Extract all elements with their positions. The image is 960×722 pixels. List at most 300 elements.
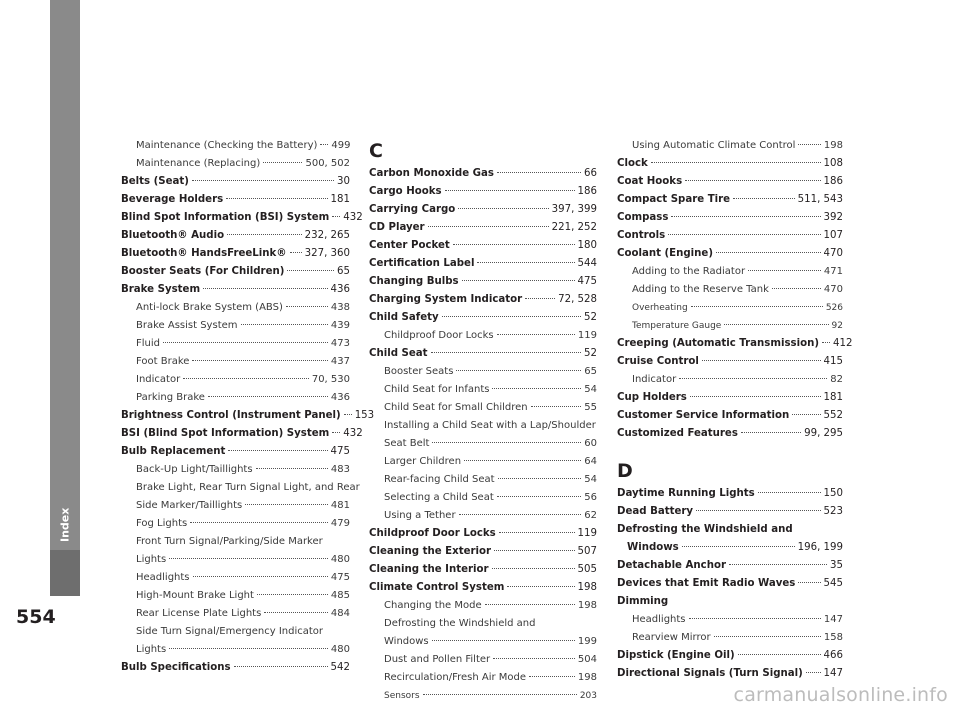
index-entry-heading: Defrosting the Windshield and: [384, 618, 536, 629]
page-reference-link[interactable]: 196, 199: [797, 542, 843, 553]
dot-leader: [689, 618, 821, 619]
dot-leader: [679, 378, 827, 379]
entry-term: Maintenance (Checking the Battery): [136, 140, 318, 151]
dot-leader: [671, 216, 820, 217]
dot-leader: [729, 564, 827, 565]
index-entry[interactable]: [617, 227, 843, 245]
entry-term: Dust and Pollen Filter: [384, 654, 491, 665]
index-subentry[interactable]: [617, 281, 843, 299]
index-entry[interactable]: [369, 543, 597, 561]
entry-term: Carrying Cargo: [369, 204, 456, 215]
page-reference-link[interactable]: 203: [579, 691, 597, 701]
page-reference-link[interactable]: 392: [823, 212, 843, 223]
page-reference-link[interactable]: 436: [330, 392, 350, 403]
entry-term: Child Seat for Infants: [384, 384, 490, 395]
page-reference-link[interactable]: 438: [330, 302, 350, 313]
entry-term: Cruise Control: [617, 356, 699, 367]
page-reference-link[interactable]: 153: [354, 410, 375, 421]
page-reference-link[interactable]: 471: [823, 266, 843, 277]
entry-term: Directional Signals (Turn Signal): [617, 668, 803, 679]
dot-leader: [183, 378, 309, 379]
index-subentry[interactable]: [121, 497, 350, 515]
index-entry[interactable]: [617, 353, 843, 371]
dot-leader: [822, 342, 830, 343]
dot-leader: [208, 396, 328, 397]
entry-term: Overheating: [632, 303, 688, 313]
page-reference-link[interactable]: 158: [823, 632, 843, 643]
index-subentry[interactable]: [121, 389, 350, 407]
index-entry[interactable]: [617, 245, 843, 263]
dot-leader: [702, 360, 821, 361]
dot-leader: [651, 162, 821, 163]
dot-leader: [227, 234, 302, 235]
index-subentry[interactable]: [121, 155, 350, 173]
index-entry[interactable]: [369, 561, 597, 579]
entry-term: Clock: [617, 158, 648, 169]
entry-term: Blind Spot Information (BSI) System: [121, 212, 330, 223]
dot-leader: [492, 388, 581, 389]
index-entry[interactable]: [617, 155, 843, 173]
entry-term: Child Safety: [369, 312, 439, 323]
index-entry[interactable]: [121, 659, 350, 677]
index-entry-heading: Installing a Child Seat with a Lap/Shoulder: [384, 420, 596, 431]
entry-term: Indicator: [632, 374, 677, 385]
entry-term: Cup Holders: [617, 392, 687, 403]
page-reference-link[interactable]: 505: [577, 564, 597, 575]
page-reference-link[interactable]: 181: [330, 194, 350, 205]
dot-leader: [690, 396, 821, 397]
dot-leader: [685, 180, 820, 181]
page-reference-link[interactable]: 147: [823, 668, 843, 679]
page-reference-link[interactable]: 62: [584, 510, 597, 521]
page-reference-link[interactable]: 484: [330, 608, 350, 619]
entry-term: Bulb Specifications: [121, 662, 231, 673]
index-subentry[interactable]: [617, 263, 843, 281]
page-reference-link[interactable]: 485: [330, 590, 350, 601]
index-entry[interactable]: [121, 443, 350, 461]
index-subentry[interactable]: [617, 137, 843, 155]
page-reference-link[interactable]: 82: [830, 374, 843, 385]
page-reference-link[interactable]: 436: [330, 284, 350, 295]
dot-leader: [257, 594, 328, 595]
index-entry[interactable]: [369, 579, 597, 597]
index-entry[interactable]: [121, 227, 350, 245]
index-subentry[interactable]: [121, 335, 350, 353]
entry-term: Larger Children: [384, 456, 462, 467]
dot-leader: [163, 342, 328, 343]
entry-term: Headlights: [632, 614, 686, 625]
dot-leader: [332, 216, 340, 217]
page-reference-link[interactable]: 180: [577, 240, 597, 251]
index-letter-heading: C: [369, 140, 383, 162]
page-reference-link[interactable]: 181: [823, 392, 843, 403]
dot-leader: [724, 324, 828, 325]
dot-leader: [445, 190, 575, 191]
index-subentry[interactable]: [121, 515, 350, 533]
page-reference-link[interactable]: 466: [823, 650, 843, 661]
index-entry[interactable]: [369, 201, 597, 219]
entry-term: Creeping (Automatic Transmission): [617, 338, 819, 349]
page-reference-link[interactable]: 475: [330, 572, 350, 583]
entry-term: Booster Seats (For Children): [121, 266, 285, 277]
dot-leader: [531, 406, 582, 407]
page-reference-link[interactable]: 507: [577, 546, 597, 557]
index-entry[interactable]: [617, 173, 843, 191]
dot-leader: [758, 492, 821, 493]
index-subentry[interactable]: [369, 435, 597, 453]
page-reference-link[interactable]: 65: [337, 266, 350, 277]
entry-term: Brake System: [121, 284, 201, 295]
page-reference-link[interactable]: 483: [330, 464, 350, 475]
index-entry[interactable]: [369, 219, 597, 237]
entry-term: Headlights: [136, 572, 190, 583]
index-subentry[interactable]: [121, 605, 350, 623]
index-entry[interactable]: [369, 255, 597, 273]
index-subentry[interactable]: [369, 651, 597, 669]
index-subentry[interactable]: [369, 471, 597, 489]
dot-leader: [462, 280, 575, 281]
index-entry[interactable]: [369, 273, 597, 291]
index-subentry[interactable]: [121, 299, 350, 317]
page-reference-link[interactable]: 432: [343, 428, 363, 439]
page-reference-link[interactable]: 499: [331, 140, 351, 151]
dot-leader: [228, 450, 327, 451]
index-subentry[interactable]: [121, 317, 350, 335]
index-subentry[interactable]: [617, 299, 843, 317]
index-entry[interactable]: [369, 309, 597, 327]
index-subentry[interactable]: [121, 569, 350, 587]
dot-leader: [738, 654, 821, 655]
index-column-2: [369, 137, 597, 705]
dot-leader: [668, 234, 820, 235]
dot-leader: [256, 468, 328, 469]
page-reference-link[interactable]: 475: [577, 276, 597, 287]
page-reference-link[interactable]: 70, 530: [311, 374, 350, 385]
index-subentry[interactable]: [369, 597, 597, 615]
dot-leader: [290, 252, 302, 253]
entry-term: Bulb Replacement: [121, 446, 226, 457]
dot-leader: [507, 586, 574, 587]
dot-leader: [733, 198, 795, 199]
entry-term: High-Mount Brake Light: [136, 590, 254, 601]
page-reference-link[interactable]: 66: [584, 168, 597, 179]
page-reference-link[interactable]: 108: [823, 158, 843, 169]
index-subentry[interactable]: [121, 587, 350, 605]
page-reference-link[interactable]: 542: [330, 662, 350, 673]
page-reference-link[interactable]: 107: [823, 230, 843, 241]
entry-term: Controls: [617, 230, 666, 241]
index-subentry[interactable]: [369, 327, 597, 345]
entry-term: Changing Bulbs: [369, 276, 459, 287]
entry-term: Dead Battery: [617, 506, 694, 517]
entry-term: BSI (Blind Spot Information) System: [121, 428, 330, 439]
index-subentry[interactable]: [369, 381, 597, 399]
entry-term: Brake Assist System: [136, 320, 238, 331]
entry-term: Changing the Mode: [384, 600, 482, 611]
page-reference-link[interactable]: 480: [330, 644, 350, 655]
index-letter-heading: D: [617, 460, 633, 482]
index-tab-label: Index: [58, 507, 72, 543]
dot-leader: [498, 478, 582, 479]
dot-leader: [190, 522, 328, 523]
index-subentry[interactable]: [121, 551, 350, 569]
dot-leader: [792, 414, 820, 415]
index-entry[interactable]: [617, 389, 843, 407]
dot-leader: [798, 144, 820, 145]
page-reference-link[interactable]: 119: [577, 528, 597, 539]
page-reference-link[interactable]: 198: [823, 140, 843, 151]
page-reference-link[interactable]: 186: [823, 176, 843, 187]
index-entry[interactable]: [369, 291, 597, 309]
entry-term: Charging System Indicator: [369, 294, 523, 305]
page-reference-link[interactable]: 526: [825, 303, 843, 313]
index-entry[interactable]: [617, 665, 843, 683]
dot-leader: [432, 640, 575, 641]
dot-leader: [442, 316, 581, 317]
entry-term: Foot Brake: [136, 356, 190, 367]
page-reference-link[interactable]: 479: [330, 518, 350, 529]
index-entry[interactable]: [121, 209, 363, 227]
page-reference-link[interactable]: 54: [584, 384, 597, 395]
page-reference-link[interactable]: 470: [823, 248, 843, 259]
dot-leader: [320, 144, 328, 145]
page-reference-link[interactable]: 523: [823, 506, 843, 517]
index-column-1: [121, 137, 375, 677]
entry-term: Anti-lock Brake System (ABS): [136, 302, 283, 313]
page-reference-link[interactable]: 221, 252: [551, 222, 597, 233]
entry-term: Cleaning the Interior: [369, 564, 489, 575]
page-reference-link[interactable]: 552: [823, 410, 843, 421]
index-subentry[interactable]: [121, 371, 350, 389]
entry-term: Adding to the Reserve Tank: [632, 284, 769, 295]
entry-term: Compact Spare Tire: [617, 194, 731, 205]
entry-term: Sensors: [384, 691, 420, 701]
index-entry[interactable]: [369, 183, 597, 201]
index-entry-heading: Brake Light, Rear Turn Signal Light, and Rear: [136, 482, 360, 493]
page-reference-link[interactable]: 199: [577, 636, 597, 647]
dot-leader: [497, 496, 582, 497]
page-reference-link[interactable]: 64: [584, 456, 597, 467]
dot-leader: [241, 324, 328, 325]
index-entry[interactable]: [369, 345, 597, 363]
index-entry[interactable]: [617, 407, 843, 425]
page-reference-link[interactable]: 198: [577, 600, 597, 611]
page-reference-link[interactable]: 198: [577, 672, 597, 683]
index-entry[interactable]: [121, 245, 350, 263]
index-subentry[interactable]: [617, 317, 843, 335]
dot-leader: [203, 288, 327, 289]
page-reference-link[interactable]: 504: [577, 654, 597, 665]
page-reference-link[interactable]: 432: [343, 212, 363, 223]
entry-term: Fog Lights: [136, 518, 188, 529]
dot-leader: [459, 514, 582, 515]
page-reference-link[interactable]: 150: [823, 488, 843, 499]
entry-term: Child Seat: [369, 348, 428, 359]
page-reference-link[interactable]: 327, 360: [304, 248, 350, 259]
page-reference-link[interactable]: 415: [823, 356, 843, 367]
dot-leader: [432, 442, 581, 443]
index-subentry[interactable]: [369, 669, 597, 687]
page-reference-link[interactable]: 198: [577, 582, 597, 593]
entry-term: Windows: [627, 542, 679, 553]
dot-leader: [525, 298, 555, 299]
dot-leader: [493, 658, 575, 659]
index-subentry[interactable]: [121, 461, 350, 479]
entry-term: Using a Tether: [384, 510, 456, 521]
index-entry[interactable]: [617, 647, 843, 665]
entry-term: Bluetooth® Audio: [121, 230, 225, 241]
page-reference-link[interactable]: 473: [330, 338, 350, 349]
page-reference-link[interactable]: 470: [823, 284, 843, 295]
entry-term: Climate Control System: [369, 582, 505, 593]
dot-leader: [714, 636, 821, 637]
index-subentry[interactable]: [369, 507, 597, 525]
index-entry[interactable]: [369, 165, 597, 183]
page-reference-link[interactable]: 511, 543: [797, 194, 843, 205]
index-subentry[interactable]: [369, 687, 597, 705]
page-reference-link[interactable]: 439: [330, 320, 350, 331]
entry-term: Bluetooth® HandsFreeLink®: [121, 248, 287, 259]
index-entry[interactable]: [617, 575, 843, 593]
dot-leader: [264, 612, 328, 613]
index-entry[interactable]: [617, 209, 843, 227]
dot-leader: [492, 568, 575, 569]
entry-term: Customized Features: [617, 428, 738, 439]
entry-term: Cargo Hooks: [369, 186, 442, 197]
index-entry[interactable]: [617, 425, 843, 443]
page-reference-link[interactable]: 480: [330, 554, 350, 565]
entry-term: Fluid: [136, 338, 160, 349]
dot-leader: [798, 582, 820, 583]
dot-leader: [234, 666, 328, 667]
page-reference-link[interactable]: 232, 265: [304, 230, 350, 241]
dot-leader: [748, 270, 821, 271]
page-reference-link[interactable]: 92: [831, 321, 843, 331]
page-reference-link[interactable]: 545: [823, 578, 843, 589]
page-reference-link[interactable]: 412: [832, 338, 853, 349]
dot-leader: [691, 306, 823, 307]
entry-term: Beverage Holders: [121, 194, 224, 205]
entry-term: Maintenance (Replacing): [136, 158, 261, 169]
page-reference-link[interactable]: 481: [330, 500, 350, 511]
page-reference-link[interactable]: 475: [330, 446, 350, 457]
index-entry[interactable]: [369, 525, 597, 543]
index-entry[interactable]: [121, 407, 375, 425]
page-reference-link[interactable]: 500, 502: [305, 158, 350, 169]
page-reference-link[interactable]: 186: [577, 186, 597, 197]
page-reference-link[interactable]: 52: [584, 312, 597, 323]
page-reference-link[interactable]: 56: [584, 492, 597, 503]
page-reference-link[interactable]: 52: [584, 348, 597, 359]
entry-term: Rearview Mirror: [632, 632, 711, 643]
index-subentry[interactable]: [617, 611, 843, 629]
page-reference-link[interactable]: 60: [584, 438, 597, 449]
page-reference-link[interactable]: 30: [337, 176, 350, 187]
dot-leader: [169, 558, 328, 559]
dot-leader: [456, 370, 581, 371]
entry-term: Rear License Plate Lights: [136, 608, 262, 619]
page-reference-link[interactable]: 437: [330, 356, 350, 367]
dot-leader: [499, 532, 575, 533]
page-reference-link[interactable]: 72, 528: [558, 294, 597, 305]
index-entry[interactable]: [617, 335, 853, 353]
index-entry[interactable]: [617, 503, 843, 521]
entry-term: Indicator: [136, 374, 181, 385]
index-entry[interactable]: [369, 237, 597, 255]
index-subentry[interactable]: [121, 353, 350, 371]
page-reference-link[interactable]: 55: [584, 402, 597, 413]
entry-term: Detachable Anchor: [617, 560, 726, 571]
page-reference-link[interactable]: 54: [584, 474, 597, 485]
index-entry-heading: Side Turn Signal/Emergency Indicator: [136, 626, 324, 637]
dot-leader: [431, 352, 581, 353]
index-subentry[interactable]: [121, 641, 350, 659]
index-entry[interactable]: [121, 263, 350, 281]
page-reference-link[interactable]: 99, 295: [804, 428, 843, 439]
entry-term: Child Seat for Small Children: [384, 402, 528, 413]
dot-leader: [169, 648, 328, 649]
dot-leader: [806, 672, 821, 673]
index-entry[interactable]: [121, 425, 363, 443]
entry-term: Dipstick (Engine Oil): [617, 650, 735, 661]
index-subentry[interactable]: [369, 399, 597, 417]
index-column-3: [617, 137, 853, 683]
dot-leader: [494, 550, 575, 551]
dot-leader: [428, 226, 549, 227]
index-subentry[interactable]: [617, 629, 843, 647]
page-reference-link[interactable]: 147: [823, 614, 843, 625]
entry-term: Lights: [136, 644, 167, 655]
dot-leader: [477, 262, 574, 263]
entry-term: Temperature Gauge: [632, 321, 722, 331]
page-reference-link[interactable]: 35: [830, 560, 843, 571]
index-subentry[interactable]: [369, 453, 597, 471]
entry-term: Selecting a Child Seat: [384, 492, 494, 503]
index-entry[interactable]: [121, 173, 350, 191]
index-entry[interactable]: [617, 485, 843, 503]
entry-term: Brightness Control (Instrument Panel): [121, 410, 341, 421]
index-entry-heading: Dimming: [617, 596, 669, 607]
index-subentry[interactable]: [369, 363, 597, 381]
index-subentry[interactable]: [121, 137, 350, 155]
dot-leader: [423, 694, 577, 695]
page-reference-link[interactable]: 119: [577, 330, 597, 341]
entry-term: Adding to the Radiator: [632, 266, 746, 277]
dot-leader: [682, 546, 795, 547]
index-entry[interactable]: [121, 191, 350, 209]
index-subentry[interactable]: [617, 371, 843, 389]
dot-leader: [286, 306, 328, 307]
index-entry[interactable]: [617, 191, 843, 209]
entry-term: Daytime Running Lights: [617, 488, 755, 499]
dot-leader: [741, 432, 801, 433]
page-reference-link[interactable]: 397, 399: [551, 204, 597, 215]
entry-term: Devices that Emit Radio Waves: [617, 578, 796, 589]
page-reference-link[interactable]: 65: [584, 366, 597, 377]
index-subentry[interactable]: [369, 489, 597, 507]
entry-term: Windows: [384, 636, 429, 647]
dot-leader: [226, 198, 327, 199]
dot-leader: [458, 208, 548, 209]
index-subentry[interactable]: [369, 633, 597, 651]
page-reference-link[interactable]: 544: [577, 258, 597, 269]
index-entry[interactable]: [617, 557, 843, 575]
dot-leader: [263, 162, 302, 163]
index-entry[interactable]: [617, 539, 843, 557]
entry-term: Belts (Seat): [121, 176, 189, 187]
index-entry[interactable]: [121, 281, 350, 299]
entry-term: Rear-facing Child Seat: [384, 474, 495, 485]
